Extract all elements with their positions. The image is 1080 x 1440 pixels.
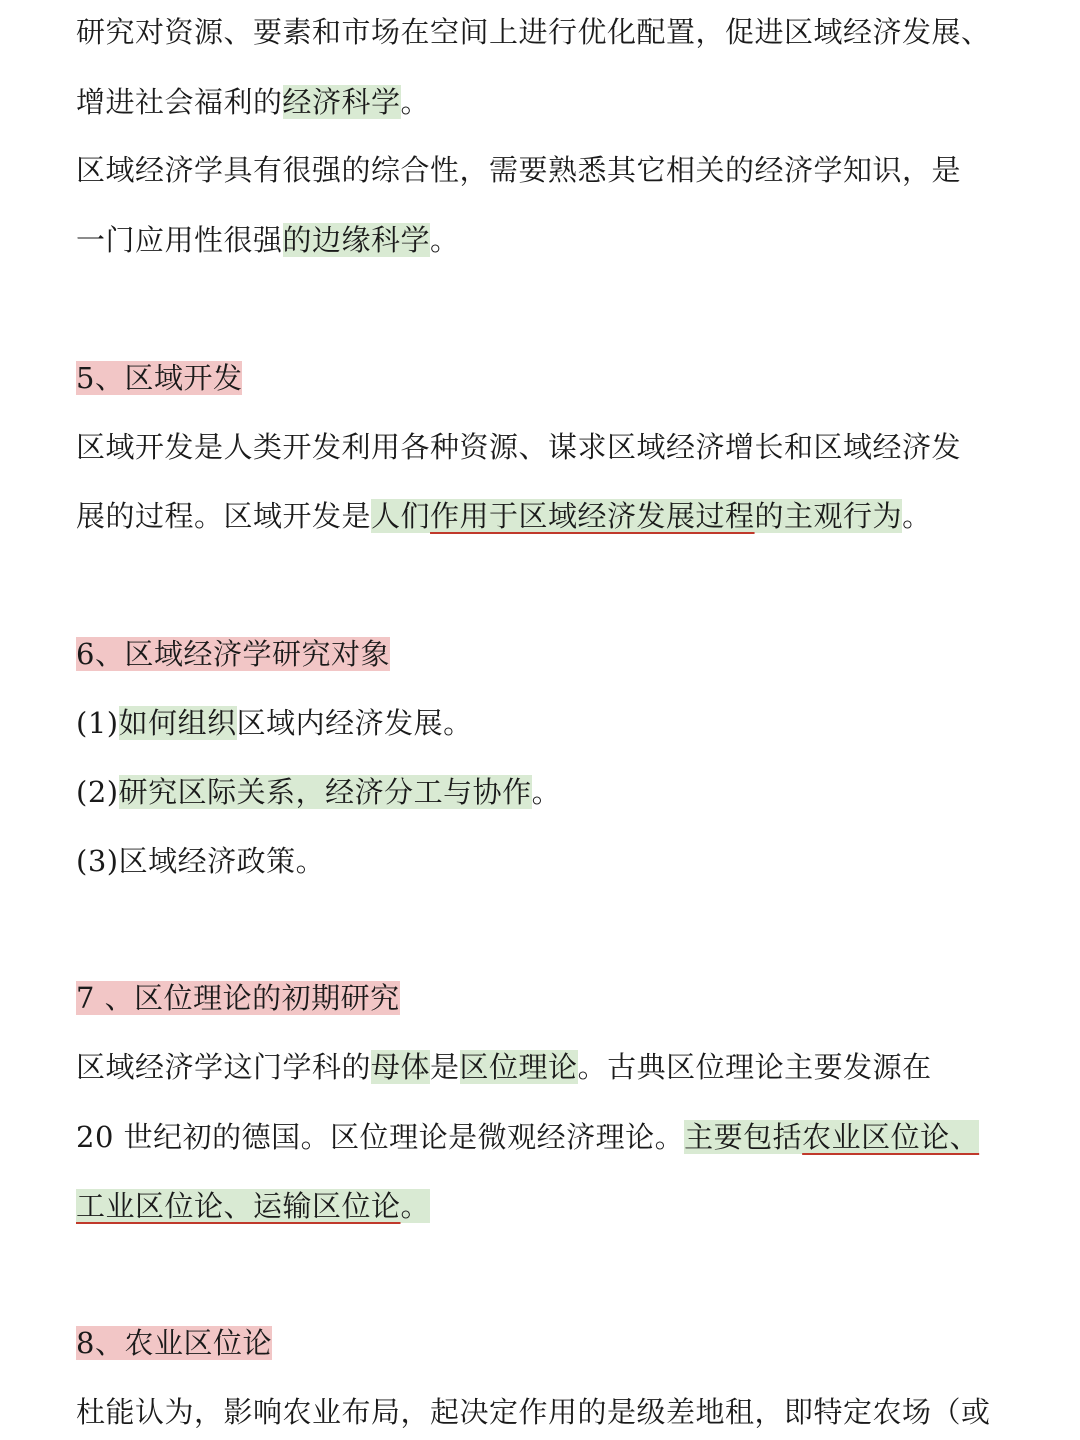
highlight: 研究区际关系，经济分工与协作: [118, 775, 532, 809]
underlined-highlight: 农业区位论、: [802, 1120, 980, 1154]
highlight: 。: [400, 1189, 431, 1223]
highlight: 如何组织: [118, 706, 237, 740]
item-number: (1): [76, 706, 119, 740]
section-6-item-2: [76, 772, 561, 812]
section-8-heading: [76, 1323, 272, 1363]
section-6-item-3: [76, 841, 325, 881]
text: 。: [902, 499, 932, 533]
intro-line-1: [76, 12, 991, 52]
intro-line-3: [76, 150, 961, 190]
section-5-line-1: [76, 427, 961, 467]
section-8-line-1: [76, 1392, 991, 1432]
section-5-heading: [76, 358, 242, 398]
text: 展的过程。区域开发是: [76, 499, 372, 533]
underlined-highlight: 作用于区域经济发展过程: [430, 499, 755, 533]
section-7-heading: [76, 978, 400, 1018]
highlight: 的边缘科学: [282, 223, 431, 257]
section-7-line-2: [76, 1117, 979, 1157]
highlight: 区位理论: [459, 1050, 578, 1084]
text: 区域内经济发展。: [236, 706, 473, 740]
highlight: 经济科学: [282, 85, 401, 119]
heading-text: 7 、区位理论的初期研究: [76, 981, 400, 1015]
item-number: (2): [76, 775, 119, 809]
highlight: 人们: [371, 499, 431, 533]
section-7-line-1: [76, 1047, 932, 1087]
text: 。: [430, 223, 460, 257]
text: 。古典区位理论主要发源在: [577, 1050, 932, 1084]
highlight: 母体: [371, 1050, 431, 1084]
text: 是: [430, 1050, 460, 1084]
section-6-heading: [76, 634, 390, 674]
section-6-item-1: [76, 703, 473, 743]
text: 研究对资源、要素和市场在空间上进行优化配置，促进区域经济发展、: [76, 15, 991, 49]
text: 区域开发是人类开发利用各种资源、谋求区域经济增长和区域经济发: [76, 430, 962, 464]
section-7-line-3: [76, 1186, 430, 1226]
text: 。: [531, 775, 562, 809]
text: 20 世纪初的德国。区位理论是微观经济理论。: [76, 1120, 685, 1154]
section-5-line-2: [76, 496, 932, 536]
text: 区域经济学这门学科的: [76, 1050, 372, 1084]
intro-line-2: [76, 82, 430, 122]
heading-text: 5、区域开发: [76, 361, 243, 395]
text: 一门应用性很强: [76, 223, 283, 257]
text: (3)区域经济政策。: [76, 844, 326, 878]
text: 杜能认为，影响农业布局，起决定作用的是级差地租，即特定农场（或: [76, 1395, 991, 1429]
highlight: 主要包括: [684, 1120, 803, 1154]
intro-line-4: [76, 220, 460, 260]
underlined-highlight: 工业区位论、运输区位论: [76, 1189, 401, 1223]
highlight: 的主观行为: [754, 499, 903, 533]
heading-text: 6、区域经济学研究对象: [76, 637, 390, 671]
text: 。: [400, 85, 431, 119]
heading-text: 8、农业区位论: [76, 1326, 272, 1360]
text: 增进社会福利的: [76, 85, 283, 119]
text: 区域经济学具有很强的综合性，需要熟悉其它相关的经济学知识，是: [76, 153, 962, 187]
